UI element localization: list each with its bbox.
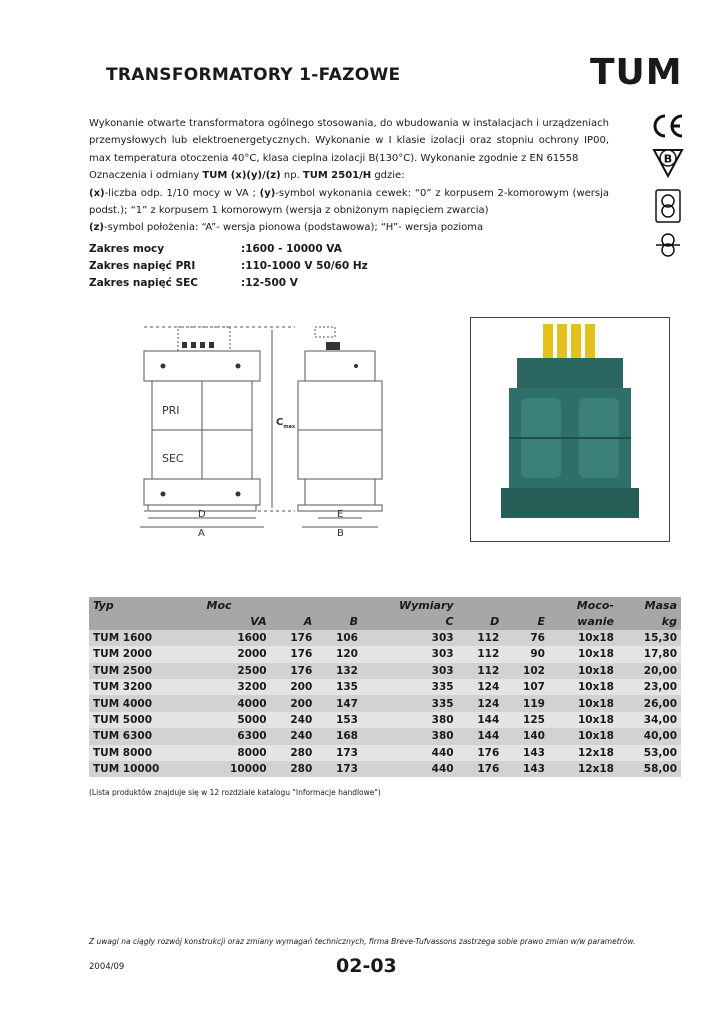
table-cell: 10x18 [549,663,618,679]
b-label: B [337,528,344,539]
table-cell: 176 [458,761,504,777]
spec-list [89,241,368,292]
table-cell: 10x18 [549,630,618,646]
table-cell: 176 [271,663,317,679]
table-cell: 8000 [203,745,271,761]
table-cell: 173 [316,745,362,761]
table-cell: 176 [458,745,504,761]
description-paragraph: Wykonanie otwarte transformatora ogólnego stosowania, do wbudowania w instalacjach i urządzeniach przemysłowych lub elektroenergetycznych. Wykonanie w I klasie izolacji oraz stopniu ochrony IP00, max temperatura otoczenia 40°C, klasa cieplna izolacji B(130°C). Wykonanie zgodnie z EN 61558 [89,118,609,164]
table-cell: 4000 [203,695,271,711]
table-cell: 240 [271,712,317,728]
table-cell: 144 [458,728,504,744]
table-cell: 176 [271,646,317,662]
svg-text:B: B [663,152,673,166]
table-row [89,646,681,662]
table-cell: 144 [458,712,504,728]
table-cell: 440 [362,761,458,777]
spec-row: Zakres mocy :1600 - 10000 VA [89,243,342,255]
table-cell: 380 [362,712,458,728]
table-cell: 5000 [203,712,271,728]
table-cell: 15,30 [618,630,681,646]
table-row [89,695,681,711]
pri-label: PRI [162,404,180,417]
table-cell: 12x18 [549,745,618,761]
page-title: TRANSFORMATORY 1-FAZOWE [106,65,401,85]
table-cell: 140 [503,728,549,744]
table-cell: 23,00 [618,679,681,695]
table-cell: 147 [316,695,362,711]
table-cell: 303 [362,646,458,662]
table-row [89,712,681,728]
table-cell: 10x18 [549,728,618,744]
table-cell: TUM 4000 [89,695,203,711]
table-cell: TUM 5000 [89,712,203,728]
change-disclaimer: Z uwagi na ciągły rozwój konstrukcji oraz zmiany wymagań technicznych, firma Breve-Tufvassons zastrzega sobie prawo zmian w/w parametrów. [89,937,636,946]
spec-row: Zakres napięć SEC :12-500 V [89,277,298,289]
table-cell: 303 [362,663,458,679]
table-header-row: Typ Moc Wymiary Moco- Masa [89,597,681,613]
table-cell: 112 [458,630,504,646]
table-header-row: VA A B C D E wanie kg [89,613,681,629]
table-cell: 173 [316,761,362,777]
table-cell: 200 [271,679,317,695]
table-cell: 335 [362,695,458,711]
table-cell: 200 [271,695,317,711]
table-row [89,679,681,695]
spec-row: Zakres napięć PRI :110-1000 V 50/60 Hz [89,260,368,272]
table-cell: 76 [503,630,549,646]
table-cell: 120 [316,646,362,662]
c-max-label: $C_{max}$ [276,417,296,430]
table-cell: TUM 6300 [89,728,203,744]
table-cell: 240 [271,728,317,744]
table-row [89,663,681,679]
table-cell: 380 [362,728,458,744]
brand-title: TUM [590,52,683,93]
table-cell: 53,00 [618,745,681,761]
table-cell: 34,00 [618,712,681,728]
table-cell: 26,00 [618,695,681,711]
table-cell: 124 [458,679,504,695]
designation-line: Oznaczenia i odmiany TUM (x)(y)/(z) np. TUM 2501/H gdzie: [89,170,405,182]
table-cell: TUM 1600 [89,630,203,646]
table-cell: TUM 10000 [89,761,203,777]
table-cell: 2500 [203,663,271,679]
table-row [89,745,681,761]
table-cell: 10x18 [549,646,618,662]
table-row [89,761,681,777]
table-cell: 125 [503,712,549,728]
table-cell: TUM 8000 [89,745,203,761]
table-row [89,728,681,744]
short-circuit-proof-transformer-icon [656,234,680,256]
table-cell: 6300 [203,728,271,744]
table-cell: 280 [271,745,317,761]
table-cell: TUM 3200 [89,679,203,695]
safety-transformer-icon [656,190,680,222]
table-cell: 280 [271,761,317,777]
designation-legend: (x)-liczba odp. 1/10 mocy w VA ; (y)-symbol wykonania cewek: “0” z korpusem 2-komorowym (wersja podst.); “1” z korpusem 1 komorowym (wersja z obniżonym napięciem zwarcia) [89,187,609,217]
position-legend: (z)-symbol położenia: “A”- wersja pionowa (podstawowa); “H”- wersja pozioma [89,222,484,234]
table-cell: 176 [271,630,317,646]
table-cell: 102 [503,663,549,679]
page-number: 02-03 [336,955,397,977]
e-label: E [337,509,344,520]
table-cell: 10x18 [549,712,618,728]
table-cell: 58,00 [618,761,681,777]
description [89,115,609,237]
table-cell: 124 [458,695,504,711]
table-cell: 440 [362,745,458,761]
a-label: A [198,528,205,539]
product-photo [470,317,670,542]
table-cell: 132 [316,663,362,679]
table-cell: 12x18 [549,761,618,777]
table-cell: 3200 [203,679,271,695]
issue-date: 2004/09 [89,962,125,972]
certification-icons [648,112,688,276]
b-certification-icon [654,150,682,176]
table-cell: TUM 2500 [89,663,203,679]
table-cell: 106 [316,630,362,646]
d-label: D [198,509,206,520]
table-cell: 2000 [203,646,271,662]
table-cell: 135 [316,679,362,695]
table-cell: 153 [316,712,362,728]
table-cell: 143 [503,745,549,761]
table-row [89,630,681,646]
table-cell: 20,00 [618,663,681,679]
table-cell: 90 [503,646,549,662]
table-cell: 112 [458,646,504,662]
table-cell: 168 [316,728,362,744]
table-cell: 40,00 [618,728,681,744]
table-cell: 112 [458,663,504,679]
table-cell: 17,80 [618,646,681,662]
table-cell: 335 [362,679,458,695]
table-cell: 303 [362,630,458,646]
table-cell: 143 [503,761,549,777]
table-cell: 10000 [203,761,271,777]
table-cell: 10x18 [549,679,618,695]
product-table [89,597,681,777]
dimension-drawing [130,322,420,542]
table-cell: 10x18 [549,695,618,711]
catalog-note: (Lista produktów znajduje się w 12 rozdziale katalogu "Informacje handlowe") [89,788,381,797]
table-cell: TUM 2000 [89,646,203,662]
ce-mark-icon [655,116,682,136]
sec-label: SEC [162,452,184,465]
table-cell: 1600 [203,630,271,646]
table-cell: 107 [503,679,549,695]
table-cell: 119 [503,695,549,711]
